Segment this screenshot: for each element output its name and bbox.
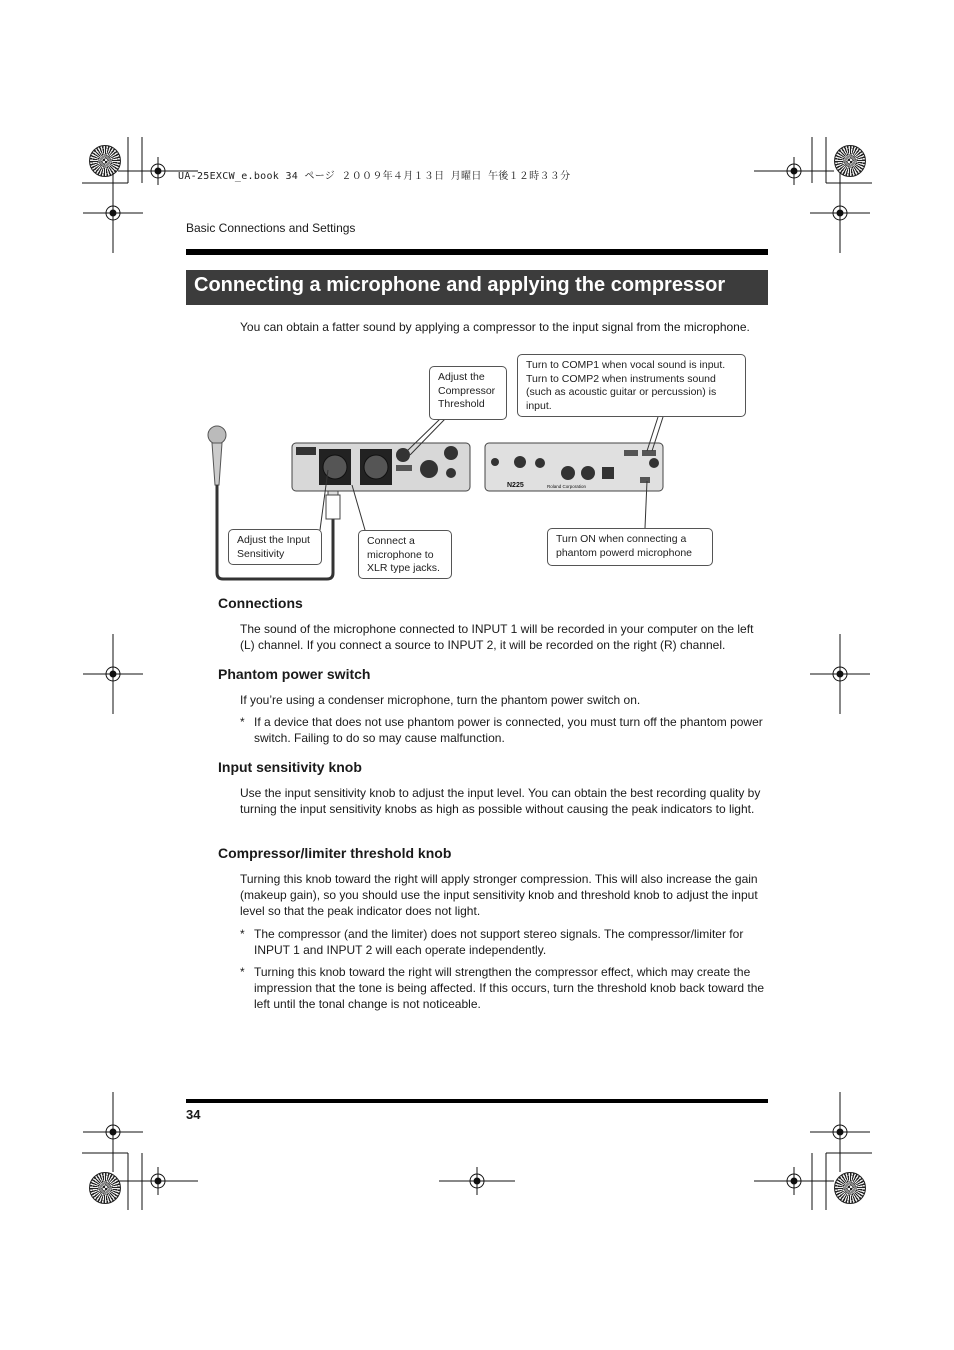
section-paragraph: Turning this knob toward the right will apply stronger compression. This will also increase the gain (makeup gain), so you should use the input sensitivity knob and threshold knob to adjust the input level so that the peak indicator does not light. — [240, 872, 758, 918]
callout-comp-switch — [517, 354, 746, 417]
section-heading-connections: Connections — [218, 595, 303, 611]
callout-xlr — [358, 530, 452, 579]
note-marker: * — [240, 965, 245, 979]
section-heading-phantom-power: Phantom power switch — [218, 666, 371, 682]
callout-text: phantom powerd microphone — [556, 546, 692, 559]
intro-text: You can obtain a fatter sound by applying a compressor to the input signal from the microphone. — [240, 320, 750, 334]
callout-text: input. — [526, 399, 552, 412]
device-rear-panel — [485, 443, 663, 491]
page-title: Connecting a microphone and applying the compressor — [194, 274, 726, 296]
callout-text: microphone to — [367, 548, 434, 561]
callout-phantom-power — [547, 528, 713, 566]
callout-compressor-threshold — [429, 366, 507, 420]
callout-text: XLR type jacks. — [367, 562, 440, 574]
section-paragraph: Use the input sensitivity knob to adjust the input level. You can obtain the best recording quality by turning the input sensitivity knobs as high as possible without causing the peak indicators to light. — [240, 786, 761, 816]
header-rule — [186, 249, 768, 255]
section-heading-input-sensitivity: Input sensitivity knob — [218, 759, 362, 775]
callout-input-sensitivity — [228, 529, 322, 565]
device-logo: N225 — [507, 482, 524, 489]
footer-rule — [186, 1099, 768, 1103]
note-text: The compressor (and the limiter) does not support stereo signals. The compressor/limiter for INPUT 1 and INPUT 2 will each operate independently. — [254, 927, 744, 957]
callout-text: Threshold — [438, 398, 485, 410]
callout-text: Compressor — [438, 384, 496, 397]
callout-text: Sensitivity — [237, 547, 285, 560]
callout-text: Turn to COMP2 when instruments sound — [526, 372, 716, 385]
section-paragraph: The sound of the microphone connected to INPUT 1 will be recorded in your computer on the left (L) channel. If you connect a source to INPUT 2, it will be recorded on the right (R) channel. — [240, 622, 754, 652]
callout-text: Adjust the — [438, 371, 485, 383]
microphone-icon — [208, 426, 226, 485]
section-paragraph: If you’re using a condenser microphone, turn the phantom power switch on. — [240, 693, 641, 707]
section-heading-compressor-threshold: Compressor/limiter threshold knob — [218, 845, 452, 861]
callout-text: Turn ON when connecting a — [556, 533, 687, 545]
callout-text: (such as acoustic guitar or percussion) is — [526, 386, 717, 398]
callout-text: Turn to COMP1 when vocal sound is input. — [526, 359, 726, 371]
note-marker: * — [240, 927, 245, 941]
callout-text: Connect a — [367, 535, 415, 547]
callout-text: Adjust the Input — [237, 534, 310, 546]
device-brand: Roland Corporation — [547, 484, 587, 489]
device-front-panel — [292, 443, 470, 491]
note-text: Turning this knob toward the right will strengthen the compressor effect, which may create the impression that the tone is being affected. If this occurs, turn the threshold knob back toward the left until the tonal change is not noticeable. — [254, 965, 765, 1011]
page-number: 34 — [186, 1107, 201, 1122]
note-text: If a device that does not use phantom power is connected, you must turn off the phantom power switch. Failing to do so may cause malfunction. — [254, 715, 763, 745]
running-head: Basic Connections and Settings — [186, 221, 356, 235]
title-bar — [186, 270, 768, 305]
file-header: UA-25EXCW_e.book 34 ページ ２００９年４月１３日 月曜日 午後１２時３３分 — [178, 171, 571, 182]
note-marker: * — [240, 715, 245, 729]
